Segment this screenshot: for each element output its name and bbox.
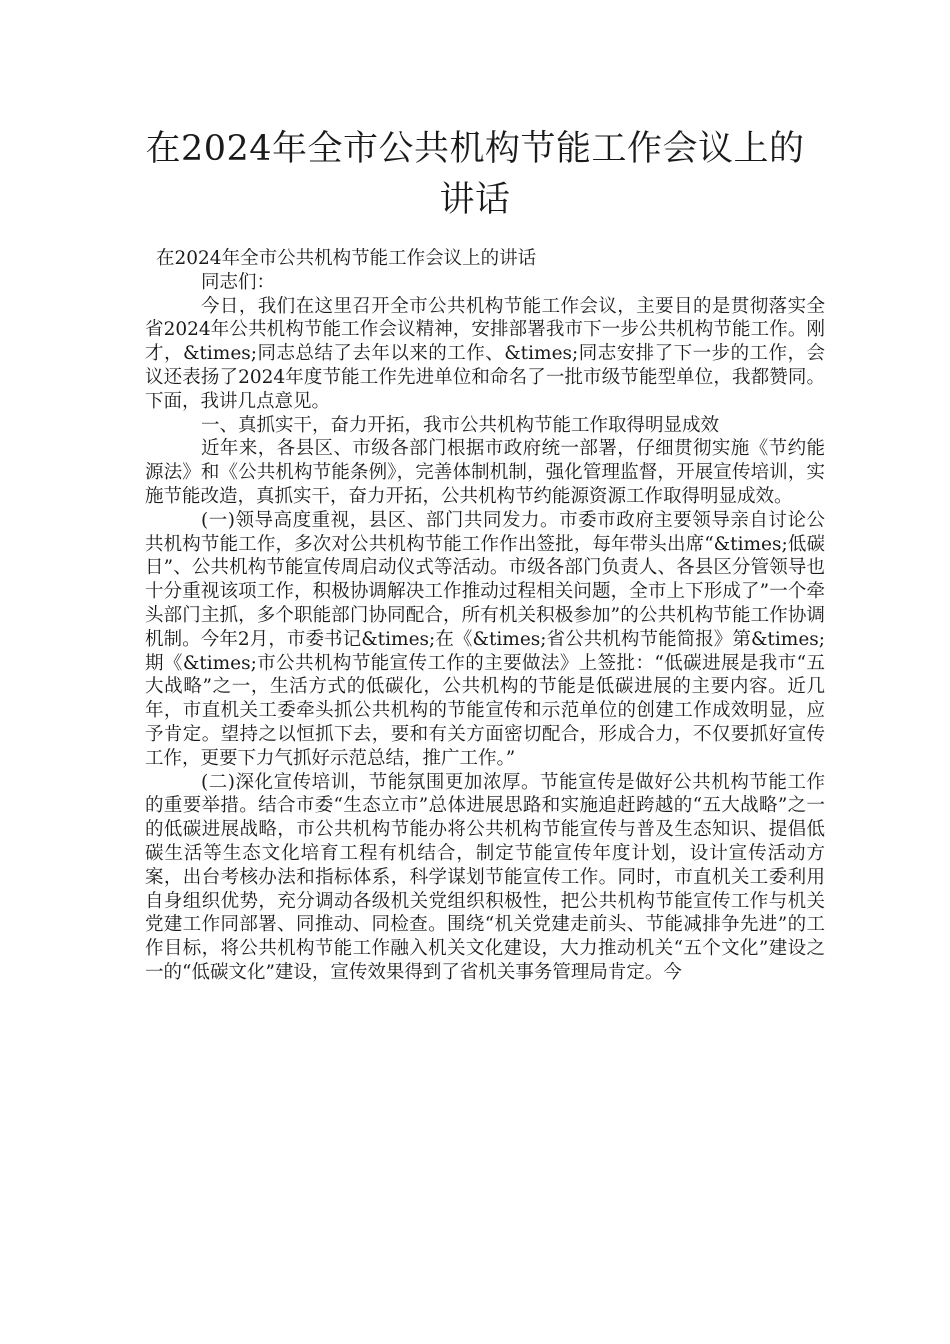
paragraph-opening: 今日，我们在这里召开全市公共机构节能工作会议，主要目的是贯彻落实全省2024年公共机构节能工作会议精神，安排部署我市下一步公共机构节能工作。刚才，&times;同志总结了去年以来的工作、&times;同志安排了下一步的工作，会议还表扬了2024年度节能工作先进单位和命名了一批市级节能型单位，我都赞同。下面，我讲几点意见。: [145, 295, 825, 412]
section-heading-1: 一、真抓实干，奋力开拓，我市公共机构节能工作取得明显成效: [201, 414, 720, 436]
document-title: [100, 124, 850, 226]
document-title-line-1: 在2024年全市公共机构节能工作会议上的: [145, 129, 805, 169]
salutation: 同志们：: [201, 271, 276, 293]
document-title-line-2: 讲话: [439, 180, 511, 220]
document-body: [145, 247, 825, 985]
paragraph-overview: 近年来，各县区、市级各部门根据市政府统一部署，仔细贯彻实施《节约能源法》和《公共机构节能条例》，完善体制机制，强化管理监督，开展宣传培训，实施节能改造，真抓实干，奋力开拓，公共机构节约能源资源工作取得明显成效。: [145, 438, 825, 507]
document-subtitle: 在2024年全市公共机构节能工作会议上的讲话: [156, 248, 537, 269]
paragraph-publicity: (二)深化宣传培训，节能氛围更加浓厚。节能宣传是做好公共机构节能工作的重要举措。结合市委“生态立市”总体进展思路和实施追赶跨越的“五大战略”之一的低碳进展战略，市公共机构节能办将公共机构节能宣传与普及生态知识、提倡低碳生活等生态文化培育工程有机结合，制定节能宣传年度计划，设计宣传活动方案，出台考核办法和指标体系，科学谋划节能宣传工作。同时，市直机关工委利用自身组织优势，充分调动各级机关党组织积极性，把公共机构节能宣传工作与机关党建工作同部署、同推动、同检查。围绕“机关党建走前头、节能减排争先进”的工作目标，将公共机构节能工作融入机关文化建设，大力推动机关“五个文化”建设之一的“低碳文化”建设，宣传效果得到了省机关事务管理局肯定。今: [145, 771, 825, 983]
paragraph-leadership: (一)领导高度重视，县区、部门共同发力。市委市政府主要领导亲自讨论公共机构节能工作，多次对公共机构节能工作作出签批，每年带头出席“&times;低碳日”、公共机构节能宣传周启动仪式等活动。市级各部门负责人、各县区分管领导也十分重视该项工作，积极协调解决工作推动过程相关问题，全市上下形成了”一个牵头部门主抓，多个职能部门协同配合，所有机关积极参加”的公共机构节能工作协调机制。今年2月，市委书记&times;在《&times;省公共机构节能简报》第&times;期《&times;市公共机构节能宣传工作的主要做法》上签批：“低碳进展是我市“五大战略”之一，生活方式的低碳化，公共机构的节能是低碳进展的主要内容。近几年，市直机关工委牵头抓公共机构的节能宣传和示范单位的创建工作成效明显，应予肯定。望持之以恒抓下去，要和有关方面密切配合，形成合力，不仅要抓好宣传工作，更要下力气抓好示范总结，推广工作。”: [145, 509, 825, 769]
